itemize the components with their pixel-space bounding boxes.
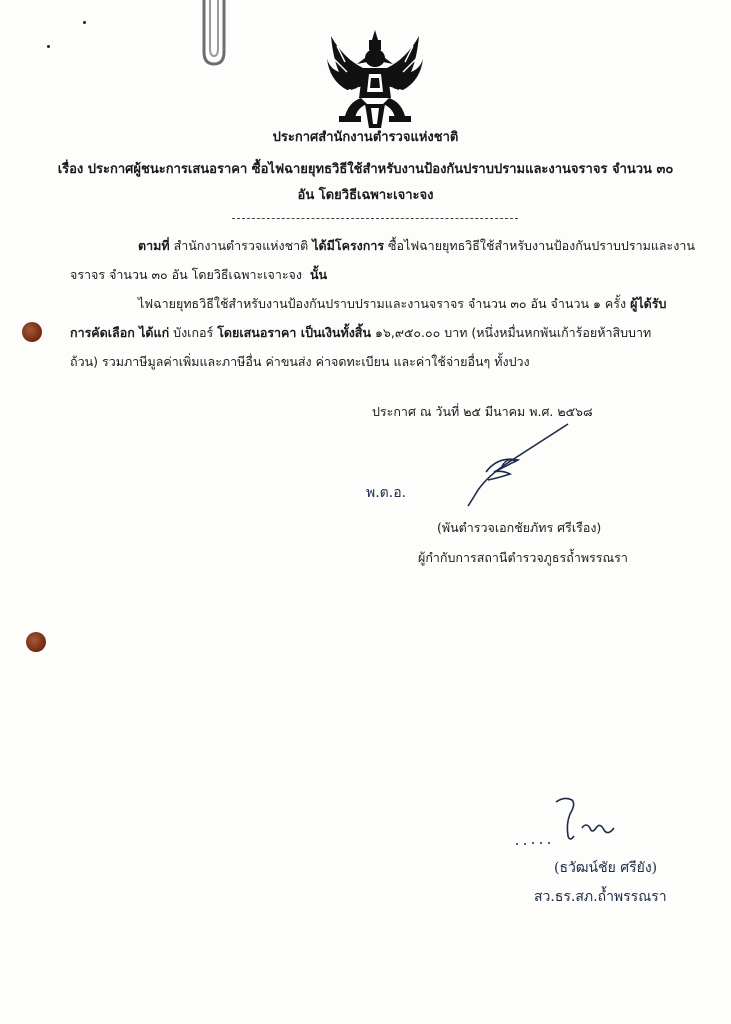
paragraph-project-rest: ซื้อไฟฉายยุทธวิธีใช้สำหรับงานป้องกันปราบปรามและงาน: [384, 238, 695, 253]
paragraph-winner-line-3: ถ้วน) รวมภาษีมูลค่าเพิ่มและภาษีอื่น ค่าขนส่ง ค่าจดทะเบียน และค่าใช้จ่ายอื่นๆ ทั้งปวง: [70, 354, 530, 369]
speck: [47, 45, 50, 48]
certification-signature: [512, 792, 652, 852]
certification-name: (ธวัฒน์ชัย ศรียัง): [554, 860, 658, 876]
divider-line: [232, 218, 518, 219]
punch-hole-icon: [22, 322, 42, 342]
paragraph-project-bold-mid: ได้มีโครงการ: [312, 238, 385, 253]
certification-position: สว.ธร.สภ.ถ้ำพรรณรา: [534, 889, 667, 905]
paragraph-project-line-2-text: จราจร จำนวน ๓๐ อัน โดยวิธีเฉพาะเจาะจง: [70, 267, 302, 282]
signatory-name: (พันตำรวจเอกชัยภัทร ศรีเรือง): [437, 520, 602, 535]
punch-hole-icon: [26, 632, 46, 652]
paragraph-winner-bold-3: โดยเสนอราคา เป็นเงินทั้งสิ้น: [217, 325, 371, 340]
paragraph-project-line-2: [70, 260, 670, 289]
paragraph-winner-vendor: บังเกอร์: [169, 325, 218, 340]
paragraph-winner-amount: ๑๖,๙๕๐.๐๐ บาท (หนึ่งหมื่นหกพันเก้าร้อยห้าสิบบาท: [371, 325, 652, 340]
paragraph-winner-line-1: [70, 289, 670, 318]
subject-line-1: เรื่อง ประกาศผู้ชนะการเสนอราคา ซื้อไฟฉายยุทธวิธีใช้สำหรับงานป้องกันปราบปรามและงานจราจร จำนวน ๓๐: [57, 162, 674, 177]
paragraph-winner-item: ไฟฉายยุทธวิธีใช้สำหรับงานป้องกันปราบปรามและงานจราจร จำนวน ๓๐ อัน จำนวน ๑ ครั้ง: [138, 296, 631, 311]
subject-line-2: อัน โดยวิธีเฉพาะเจาะจง: [297, 188, 434, 203]
paragraph-project: [70, 231, 695, 289]
paper-clip-icon: [196, 0, 236, 70]
paragraph-winner-bold-2: การคัดเลือก ได้แก่: [70, 325, 170, 340]
garuda-emblem-icon: [325, 28, 425, 130]
marginal-note: พ.ต.อ.: [366, 485, 407, 501]
paragraph-project-agency: สำนักงานตำรวจแห่งชาติ: [169, 238, 313, 253]
paragraph-project-bold-end: นั้น: [309, 267, 328, 282]
paragraph-project-line-1: [70, 231, 695, 260]
paragraph-winner-line-2: [70, 318, 670, 347]
paragraph-winner-bold-1: ผู้ได้รับ: [630, 296, 667, 311]
paragraph-project-bold-start: ตามที่: [138, 238, 170, 253]
speck: [83, 21, 86, 24]
paragraph-winner: [70, 289, 670, 376]
signatory-position: ผู้กำกับการสถานีตำรวจภูธรถ้ำพรรณรา: [418, 550, 628, 565]
announcement-date: ประกาศ ณ วันที่ ๒๕ มีนาคม พ.ศ. ๒๕๖๘: [372, 404, 593, 419]
announcement-title: ประกาศสำนักงานตำรวจแห่งชาติ: [272, 130, 459, 145]
officer-signature: [458, 420, 578, 510]
